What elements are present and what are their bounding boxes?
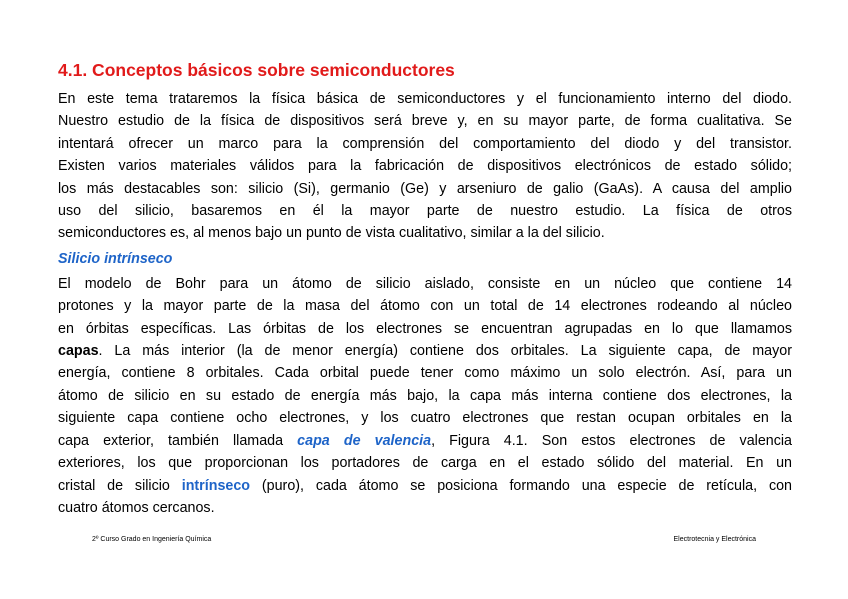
body-line	[58, 475, 792, 497]
body-line	[58, 430, 792, 452]
intro-line: En este tema trataremos la física básica de semiconductores y el funcionamiento interno del diodo.	[58, 91, 792, 107]
body-text: . La más interior (la de menor energía) contiene dos orbitales. La siguiente capa, de mayor	[98, 343, 792, 360]
intro-paragraph	[58, 88, 792, 245]
intro-line: semiconductores es, al menos bajo un punto de vista cualitativo, similar a la del silicio.	[58, 225, 605, 242]
term-intrinseco: intrínseco	[181, 477, 251, 494]
intro-line: los más destacables son: silicio (Si), germanio (Ge) y arseniuro de galio (GaAs). A causa del amplio	[58, 180, 792, 197]
intro-line: intentará ofrecer un marco para la comprensión del comportamiento del diodo y del transistor.	[58, 135, 792, 152]
body-line: siguiente capa contiene ocho electrones, y los cuatro electrones que restan ocupan orbitales en la	[58, 410, 792, 427]
body-line: exteriores, los que proporcionan los portadores de carga en el estado sólido del material. En un	[58, 455, 792, 472]
body-text: , Figura 4.1. Son estos electrones de valencia	[431, 432, 792, 449]
footer-course: 2º Curso Grado en Ingeniería Química	[92, 536, 212, 543]
footer-subject: Electrotecnia y Electrónica	[673, 536, 756, 543]
body-line: en órbitas específicas. Las órbitas de los electrones se encuentran agrupadas en lo que llamamos	[58, 320, 792, 337]
body-line: cuatro átomos cercanos.	[58, 499, 215, 516]
body-line: átomo de silicio en su estado de energía más bajo, la capa más interna contiene dos electrones, la	[58, 387, 792, 404]
intro-line: uso del silicio, basaremos en él la mayor parte de nuestro estudio. La física de otros	[58, 203, 792, 220]
body-line	[58, 340, 792, 362]
section-heading: 4.1. Conceptos básicos sobre semiconductores	[58, 60, 455, 80]
subsection-heading: Silicio intrínseco	[58, 250, 173, 267]
body-text: (puro), cada átomo se posiciona formando una especie de retícula, con	[250, 477, 792, 494]
body-line: El modelo de Bohr para un átomo de silicio aislado, consiste en un núcleo que contiene 14	[58, 275, 792, 292]
page-content	[58, 58, 792, 519]
intro-line: Existen varios materiales válidos para la fabricación de dispositivos electrónicos de estado sólido;	[58, 158, 792, 175]
body-text: capa exterior, también llamada	[58, 432, 298, 449]
body-line: energía, contiene 8 orbitales. Cada orbital puede tener como máximo un solo electrón. Así, para un	[58, 365, 792, 382]
body-line: protones y la mayor parte de la masa del átomo con un total de 14 electrones rodeando al núcleo	[58, 298, 792, 315]
body-text: cristal de silicio	[58, 477, 182, 494]
intro-line: Nuestro estudio de la física de dispositivos será breve y, en su mayor parte, de forma cualitativa. Se	[58, 113, 792, 130]
term-capa-de-valencia: capa de valencia	[297, 432, 432, 449]
term-capas: capas	[58, 343, 99, 360]
body-paragraph	[58, 273, 792, 519]
